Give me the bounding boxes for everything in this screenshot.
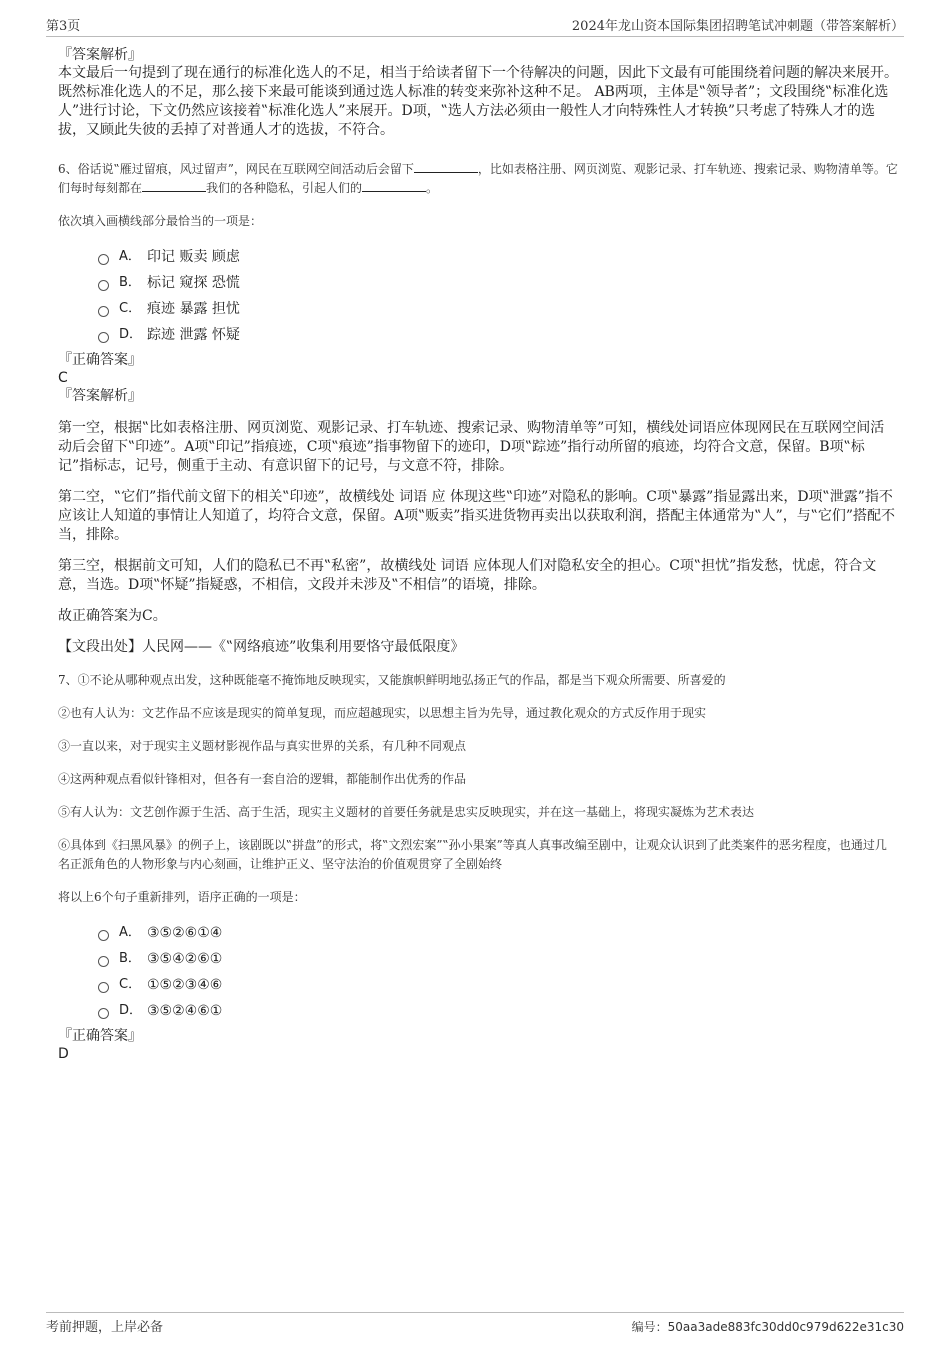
- q6-analysis-para: 第二空，‟它们”指代前文留下的相关‟印迹”，故横线处 词语 应 体现这些‟印迹”对隐私的影响。C项‟暴露”指显露出来，D项‟泄露”指不应该让人知道的事情让人知道了，均符合文意，保留。A项‟贩卖”指买进货物再卖出以获取利润，搭配主体通常为‟人”，与‟它们”搭配不当，排除。: [58, 489, 896, 543]
- q6-option-b[interactable]: [98, 273, 898, 293]
- option-text: 痕迹 暴露 担忧: [147, 301, 240, 317]
- option-text: ③⑤②④⑥①: [147, 1003, 223, 1019]
- radio-icon[interactable]: [98, 982, 109, 993]
- radio-icon[interactable]: [98, 930, 109, 941]
- document-code: 编号：50aa3ade883fc30dd0c979d622e31c30: [631, 1320, 904, 1334]
- q7-options: [58, 923, 898, 1021]
- q6-stem-part-c: 我们的各种隐私，引起人们的: [206, 181, 363, 195]
- q7-answer-label: 『正确答案』: [58, 1028, 142, 1044]
- q6-blank-2: [142, 179, 206, 192]
- q7-sentence: ⑤有人认为：文艺创作源于生活、高于生活，现实主义题材的首要任务就是忠实反映现实，并在这一基础上，将现实凝炼为艺术表达: [58, 805, 755, 819]
- q6-blank-3: [362, 179, 426, 192]
- q6-analysis-para: 第一空，根据‟比如表格注册、网页浏览、观影记录、打车轨迹、搜索记录、购物清单等”可知，横线处词语应体现网民在互联网空间活动后会留下‟印迹”。A项‟印记”指痕迹，C项‟痕迹”指事物留下的迹印，D项‟踪迹”指行动所留的痕迹，均符合文意，保留。B项‟标记”指标志，记号，侧重于主动、有意识留下的记号，与文意不符，排除。: [58, 420, 885, 474]
- option-text: 标记 窥探 恐慌: [147, 275, 240, 291]
- radio-icon[interactable]: [98, 332, 109, 343]
- q6-analysis-conclusion: 故正确答案为C。: [58, 608, 167, 624]
- option-letter: A．: [119, 925, 141, 940]
- radio-icon[interactable]: [98, 280, 109, 291]
- option-text: ③⑤②⑥①④: [147, 925, 223, 941]
- q6-stem-part-d: 。: [426, 181, 439, 195]
- option-text: 踪迹 泄露 怀疑: [147, 327, 240, 343]
- q6-stem-part-a: 6、俗话说‟雁过留痕，风过留声”，网民在互联网空间活动后会留下: [58, 162, 414, 176]
- q6-option-a[interactable]: [98, 247, 898, 267]
- q6-instruction: 依次填入画横线部分最恰当的一项是：: [58, 214, 263, 228]
- q7-option-c[interactable]: [98, 975, 898, 995]
- q7-instruction: 将以上6个句子重新排列，语序正确的一项是：: [58, 890, 306, 904]
- q7-option-b[interactable]: [98, 949, 898, 969]
- q7-sentence: ④这两种观点看似针锋相对，但各有一套自洽的逻辑，都能制作出优秀的作品: [58, 772, 467, 786]
- radio-icon[interactable]: [98, 1008, 109, 1019]
- option-letter: D．: [119, 1003, 143, 1018]
- q7-answer: D: [58, 1046, 69, 1062]
- option-letter: C．: [119, 301, 142, 316]
- option-letter: B．: [119, 275, 141, 290]
- q7-sentence: 7、①不论从哪种观点出发，这种既能毫不掩饰地反映现实，又能旗帜鲜明地弘扬正气的作品，都是当下观众所需要、所喜爱的: [58, 673, 726, 687]
- q6-options: [58, 247, 898, 345]
- option-letter: A．: [119, 249, 141, 264]
- page-header: [46, 12, 904, 37]
- q6-analysis-label: 『答案解析』: [58, 388, 142, 404]
- q7-sentence: ⑥具体到《扫黑风暴》的例子上，该剧既以‟拼盘”的形式，将‟文烈宏案”‟孙小果案”等真人真事改编至剧中，让观众认识到了此类案件的恶劣程度，也通过几名正派角色的人物形象与内心刻画，让维护正义、坚守法治的价值观贯穿了全剧始终: [58, 838, 887, 871]
- q6-option-c[interactable]: [98, 299, 898, 319]
- document-title: 2024年龙山资本国际集团招聘笔试冲刺题（带答案解析）: [571, 19, 904, 34]
- option-letter: C．: [119, 977, 142, 992]
- q6-option-d[interactable]: [98, 325, 898, 345]
- q7-sentence: ②也有人认为：文艺作品不应该是现实的简单复现，而应超越现实，以思想主旨为先导，通过教化观众的方式反作用于现实: [58, 706, 707, 720]
- page-number: 第3页: [46, 19, 81, 34]
- q6-analysis-para: 第三空，根据前文可知，人们的隐私已不再‟私密”，故横线处 词语 应体现人们对隐私安全的担心。C项‟担忧”指发愁，忧虑，符合文意，当选。D项‟怀疑”指疑惑，不相信，文段并未涉及‟不相信”的语境，排除。: [58, 558, 877, 593]
- q6-stem-part-b: ，比如表格注册、网页浏览、观影记录、打车轨迹、搜索记录、购物清单等。它们每时每刻都在: [58, 162, 898, 195]
- q6-answer-label: 『正确答案』: [58, 352, 142, 368]
- q6-source: 【文段出处】人民网——《‟网络痕迹”收集利用要恪守最低限度》: [58, 639, 465, 655]
- prev-analysis-text: 本文最后一句提到了现在通行的标准化选人的不足，相当于给读者留下一个待解决的问题，因此下文最有可能围绕着问题的解决来展开。既然标准化选人的不足，那么接下来最可能谈到通过选人标准的转变来弥补这种不足。 AB两项，主体是‟领导者”；文段围绕‟标准化选人”进行讨论，下文仍然应该接着‟标准化选人”来展开。D项，‟选人方法必须由一般性人才向特殊性人才转换”只考虑了特殊人才的选拔，又顾此失彼的丢掉了对普通人才的选拔，不符合。: [58, 65, 898, 138]
- q7-sentence: ③一直以来，对于现实主义题材影视作品与真实世界的关系，有几种不同观点: [58, 739, 467, 753]
- prev-analysis-label: 『答案解析』: [58, 47, 142, 63]
- option-letter: B．: [119, 951, 141, 966]
- q6-answer: C: [58, 370, 68, 386]
- option-text: 印记 贩卖 顾虑: [147, 249, 240, 265]
- radio-icon[interactable]: [98, 254, 109, 265]
- option-text: ①⑤②③④⑥: [147, 977, 223, 993]
- page-footer: [46, 1312, 904, 1335]
- q6-stem: [58, 160, 898, 198]
- q7-option-d[interactable]: [98, 1001, 898, 1021]
- radio-icon[interactable]: [98, 306, 109, 317]
- q6-blank-1: [414, 160, 478, 173]
- q7-option-a[interactable]: [98, 923, 898, 943]
- page-content: [58, 46, 898, 1063]
- option-letter: D．: [119, 327, 143, 342]
- footer-slogan: 考前押题，上岸必备: [46, 1320, 164, 1335]
- option-text: ③⑤④②⑥①: [147, 951, 223, 967]
- radio-icon[interactable]: [98, 956, 109, 967]
